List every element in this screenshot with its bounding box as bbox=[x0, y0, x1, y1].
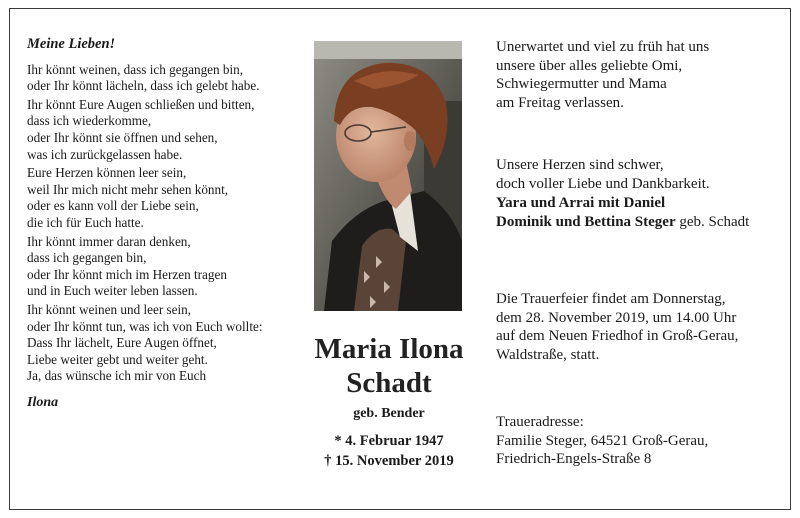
address-line: Familie Steger, 64521 Groß-Gerau, bbox=[496, 432, 709, 449]
funeral-line: Waldstraße, statt. bbox=[496, 346, 600, 363]
poem-signature: Ilona bbox=[27, 394, 59, 410]
poem-heading: Meine Lieben! bbox=[27, 36, 116, 52]
funeral-line: Die Trauerfeier findet am Donnerstag, bbox=[496, 291, 726, 307]
address-line: Traueradresse: bbox=[496, 414, 584, 430]
life-dates bbox=[296, 431, 482, 471]
poem-line: oder Ihr könnt lächeln, dass ich gelebt habe. bbox=[27, 78, 260, 94]
mourners-line: Unsere Herzen sind schwer, bbox=[496, 157, 664, 173]
funeral-line: dem 28. November 2019, um 14.00 Uhr bbox=[496, 309, 737, 326]
mourners-block bbox=[496, 156, 786, 231]
deceased-name bbox=[296, 332, 482, 400]
poem-line: die ich für Euch hatte. bbox=[27, 214, 144, 230]
poem-stanza bbox=[27, 234, 297, 300]
portrait-photo bbox=[314, 41, 462, 311]
poem-line: Ja, das wünsche ich mir von Euch bbox=[27, 368, 207, 384]
poem-line: oder es kann voll der Liebe sein, bbox=[27, 198, 199, 214]
mourners-family-2-birthname: geb. Schadt bbox=[675, 213, 750, 230]
poem-line: Dass Ihr lächelt, Eure Augen öffnet, bbox=[27, 335, 217, 351]
deceased-surname: Schadt bbox=[346, 367, 432, 399]
poem-stanzas bbox=[27, 62, 297, 385]
poem-line: dass ich gegangen bin, bbox=[27, 250, 147, 266]
poem-line: oder Ihr könnt tun, was ich von Euch wollte: bbox=[27, 318, 263, 334]
death-date: † 15. November 2019 bbox=[324, 453, 454, 469]
mourners-family-2-names: Dominik und Bettina Steger bbox=[496, 213, 676, 230]
poem-line: Liebe weiter gebt und weiter geht. bbox=[27, 351, 208, 367]
birth-name: geb. Bender bbox=[353, 406, 425, 421]
mourners-line: doch voller Liebe und Dankbarkeit. bbox=[496, 175, 710, 192]
poem-stanza bbox=[27, 62, 297, 95]
poem bbox=[27, 36, 297, 411]
poem-line: und in Euch weiter leben lassen. bbox=[27, 283, 198, 299]
deceased-first-names: Maria Ilona bbox=[314, 333, 464, 365]
poem-line: Ihr könnt weinen und leer sein, bbox=[27, 301, 192, 317]
mourners-family-1: Yara und Arrai mit Daniel bbox=[496, 195, 666, 211]
mourners-family-2 bbox=[496, 213, 786, 232]
announcement-line: Unerwartet und viel zu früh hat uns bbox=[496, 39, 710, 55]
address-line: Friedrich-Engels-Straße 8 bbox=[496, 451, 652, 467]
announcement-text bbox=[496, 38, 786, 112]
mourning-address bbox=[496, 413, 786, 469]
poem-line: weil Ihr mich nicht mehr sehen könnt, bbox=[27, 181, 229, 197]
funeral-details bbox=[496, 290, 786, 364]
poem-line: was ich zurückgelassen habe. bbox=[27, 146, 183, 162]
poem-stanza bbox=[27, 302, 297, 385]
poem-line: oder Ihr könnt sie öffnen und sehen, bbox=[27, 129, 218, 145]
birth-date: * 4. Februar 1947 bbox=[334, 433, 444, 449]
funeral-line: auf dem Neuen Friedhof in Groß-Gerau, bbox=[496, 328, 739, 344]
poem-line: Ihr könnt Eure Augen schließen und bitten, bbox=[27, 96, 255, 112]
poem-stanza bbox=[27, 97, 297, 163]
portrait-illustration bbox=[314, 41, 462, 311]
poem-line: Eure Herzen können leer sein, bbox=[27, 165, 187, 181]
poem-line: Ihr könnt weinen, dass ich gegangen bin, bbox=[27, 61, 244, 77]
poem-line: Ihr könnt immer daran denken, bbox=[27, 233, 191, 249]
poem-stanza bbox=[27, 165, 297, 231]
announcement-line: Schwiegermutter und Mama bbox=[496, 76, 667, 92]
poem-line: dass ich wiederkomme, bbox=[27, 113, 152, 129]
poem-line: oder Ihr könnt mich im Herzen tragen bbox=[27, 266, 227, 282]
announcement-line: unsere über alles geliebte Omi, bbox=[496, 57, 683, 74]
announcement-line: am Freitag verlassen. bbox=[496, 94, 624, 111]
